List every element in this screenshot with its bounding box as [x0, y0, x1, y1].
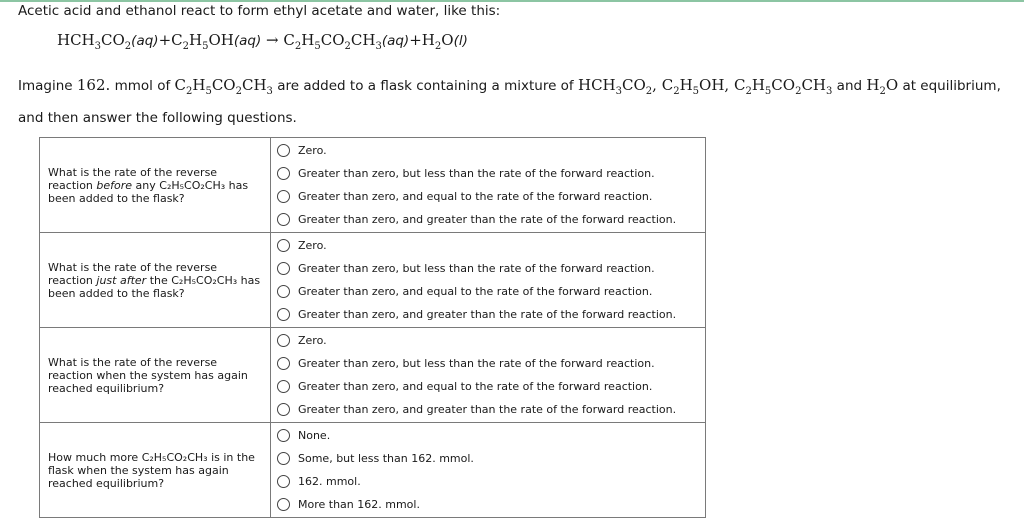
question-row: [40, 138, 706, 233]
product-ethyl-acetate: $C_2H_5CO_2CH_3(aq)$: [283, 31, 410, 52]
radio-button[interactable]: [277, 167, 290, 180]
product-water: $H_2O(l)$: [421, 31, 468, 52]
radio-button[interactable]: [277, 380, 290, 393]
intro-text: Acetic acid and ethanol react to form ethyl acetate and water, like this:: [18, 3, 501, 19]
question-row: [40, 328, 706, 423]
radio-button[interactable]: [277, 357, 290, 370]
answer-option-label: Zero.: [298, 334, 327, 347]
answer-option[interactable]: [271, 139, 705, 162]
question-text: How much more C₂H₅CO₂CH₃ is in the flask when the system has again reached equilibrium?: [40, 423, 271, 518]
answer-option-label: Greater than zero, but less than the rate of the forward reaction.: [298, 357, 655, 370]
radio-button[interactable]: [277, 334, 290, 347]
answer-option[interactable]: [271, 162, 705, 185]
answer-option[interactable]: [271, 329, 705, 352]
answer-option[interactable]: [271, 375, 705, 398]
reactant-acetic-acid: $HCH_3CO_2(aq)$: [57, 31, 159, 52]
question-row: [40, 233, 706, 328]
answer-option-label: Greater than zero, and equal to the rate of the forward reaction.: [298, 190, 653, 203]
answer-options: [271, 328, 706, 423]
radio-button[interactable]: [277, 262, 290, 275]
answer-option[interactable]: [271, 257, 705, 280]
reaction-equation: $HCH_3CO_2(aq)+C_2H_5OH(aq) \to C_2H_5CO_2CH_3(aq)+H_2O(l)$: [57, 31, 468, 52]
answer-option[interactable]: [271, 280, 705, 303]
answer-option[interactable]: [271, 447, 705, 470]
question-text: What is the rate of the reverse reaction before any C₂H₅CO₂CH₃ has been added to the flask?: [40, 138, 271, 233]
answer-option-label: Zero.: [298, 239, 327, 252]
answer-option[interactable]: [271, 398, 705, 421]
radio-button[interactable]: [277, 498, 290, 511]
answer-option[interactable]: [271, 185, 705, 208]
answer-option-label: Some, but less than 162. mmol.: [298, 452, 474, 465]
answer-options: [271, 138, 706, 233]
question-prompt: Imagine 162. mmol of $C_2H_5CO_2CH_3$ are added to a flask containing a mixture of $HCH_3CO_2$, $C_2H_5OH$, $C_2H_5CO_2CH_3$ and $H_2O$ at equilibrium, and then answer the following questions.: [18, 76, 1001, 126]
radio-button[interactable]: [277, 239, 290, 252]
answer-option-label: Greater than zero, but less than the rate of the forward reaction.: [298, 167, 655, 180]
answer-option[interactable]: [271, 234, 705, 257]
answer-option-label: Greater than zero, and greater than the rate of the forward reaction.: [298, 213, 677, 226]
question-text: What is the rate of the reverse reaction when the system has again reached equilibrium?: [40, 328, 271, 423]
radio-button[interactable]: [277, 403, 290, 416]
answer-option-label: Greater than zero, and equal to the rate of the forward reaction.: [298, 285, 653, 298]
answer-option-label: More than 162. mmol.: [298, 498, 420, 511]
reactant-ethanol: $C_2H_5OH(aq)$: [171, 31, 262, 52]
answer-option[interactable]: [271, 208, 705, 231]
reaction-arrow-icon: →: [266, 31, 279, 49]
question-row: [40, 423, 706, 518]
radio-button[interactable]: [277, 285, 290, 298]
answer-option-label: None.: [298, 429, 331, 442]
answer-option-label: 162. mmol.: [298, 475, 361, 488]
answer-option-label: Zero.: [298, 144, 327, 157]
radio-button[interactable]: [277, 190, 290, 203]
answer-option[interactable]: [271, 352, 705, 375]
question-table: [39, 137, 706, 518]
radio-button[interactable]: [277, 429, 290, 442]
answer-options: [271, 423, 706, 518]
radio-button[interactable]: [277, 452, 290, 465]
answer-option-label: Greater than zero, and equal to the rate of the forward reaction.: [298, 380, 653, 393]
answer-option[interactable]: [271, 303, 705, 326]
question-text: What is the rate of the reverse reaction just after the C₂H₅CO₂CH₃ has been added to the flask?: [40, 233, 271, 328]
radio-button[interactable]: [277, 308, 290, 321]
top-divider: [0, 0, 1024, 2]
answer-option[interactable]: [271, 493, 705, 516]
radio-button[interactable]: [277, 475, 290, 488]
answer-option[interactable]: [271, 424, 705, 447]
answer-option[interactable]: [271, 470, 705, 493]
answer-option-label: Greater than zero, but less than the rate of the forward reaction.: [298, 262, 655, 275]
radio-button[interactable]: [277, 213, 290, 226]
answer-option-label: Greater than zero, and greater than the rate of the forward reaction.: [298, 308, 677, 321]
answer-options: [271, 233, 706, 328]
radio-button[interactable]: [277, 144, 290, 157]
answer-option-label: Greater than zero, and greater than the rate of the forward reaction.: [298, 403, 677, 416]
